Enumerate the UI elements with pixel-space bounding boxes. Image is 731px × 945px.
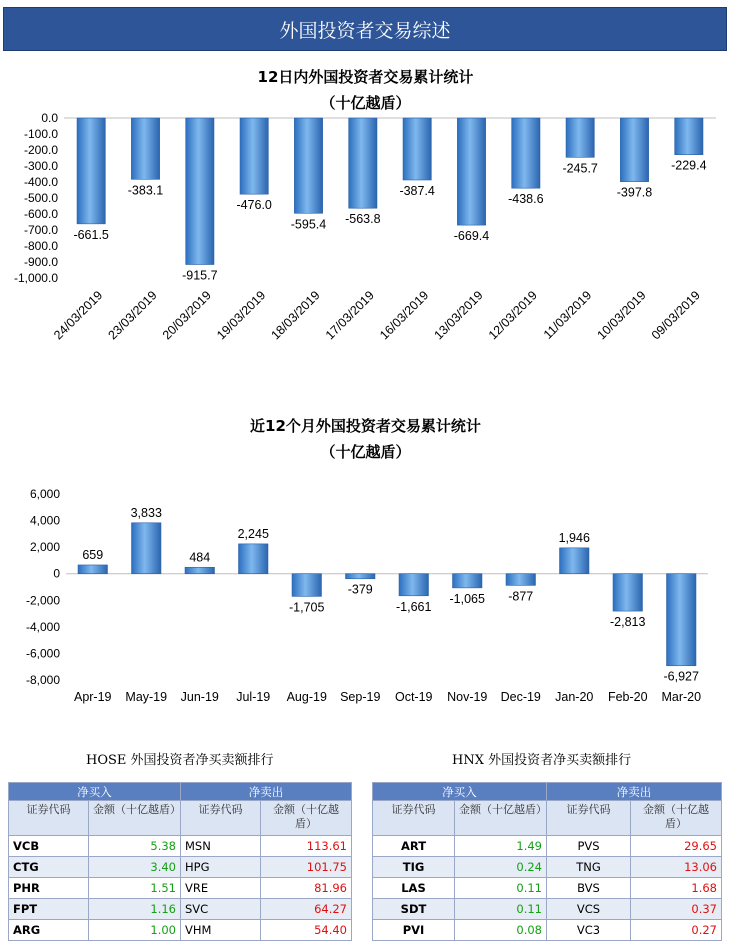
page-header [3,7,727,51]
buy-amount-cell: 1.49 [455,836,547,857]
bar [613,574,642,611]
chart2-subtitle: （十亿越盾） [320,443,411,461]
y-tick-label: -400.0 [23,175,58,189]
category-label: Jul-19 [236,690,271,704]
buy-amount-cell: 0.11 [455,899,547,920]
table-row [373,878,722,899]
sell-amount-cell: 29.65 [631,836,722,857]
hnx-buy-header: 净买入 [373,783,547,801]
chart2-title: 近12个月外国投资者交易累计统计 [250,417,481,435]
table-row [9,878,352,899]
buy-code-cell: CTG [9,857,89,878]
buy-code-cell: ARG [9,920,89,941]
bar [399,574,428,596]
sell-code-cell: HPG [181,857,261,878]
category-label: Jun-19 [180,690,219,704]
buy-code-cell: LAS [373,878,455,899]
buy-amount-cell: 1.00 [89,920,181,941]
category-label: 19/03/2019 [214,288,269,343]
data-label: -6,927 [663,669,699,684]
buy-code-cell: SDT [373,899,455,920]
data-label: -476.0 [236,198,272,213]
data-label: -245.7 [562,161,598,176]
sell-amount-cell: 0.37 [631,899,722,920]
table-row [9,836,352,857]
y-tick-label: -900.0 [23,255,58,269]
buy-code-cell: FPT [9,899,89,920]
category-label: May-19 [125,690,168,704]
category-label: 09/03/2019 [648,288,703,343]
bar [78,565,107,574]
table-row [373,899,722,920]
data-label: -387.4 [399,183,435,198]
buy-amount-cell: 3.40 [89,857,181,878]
monthly-bar-chart [0,480,731,710]
hose-col-code: 证券代码 [9,801,89,836]
y-tick-label: -6,000 [25,646,60,661]
category-label: 16/03/2019 [377,288,432,343]
category-label: Jan-20 [555,690,594,704]
category-label: 23/03/2019 [105,288,160,343]
sell-code-cell: MSN [181,836,261,857]
sell-amount-cell: 0.27 [631,920,722,941]
bar [403,118,431,180]
buy-code-cell: VCB [9,836,89,857]
bar [506,574,535,586]
category-label: 11/03/2019 [540,288,595,342]
category-label: 18/03/2019 [268,288,323,343]
bar [667,574,696,666]
hnx-col-amount: 金额（十亿越盾） [455,801,547,836]
y-tick-label: -4,000 [25,619,60,634]
buy-amount-cell: 1.16 [89,899,181,920]
bar [294,118,322,213]
table-row [373,836,722,857]
bar [131,118,159,179]
sell-amount-cell: 81.96 [261,878,352,899]
bar [566,118,594,157]
table-row [9,920,352,941]
table-row [9,899,352,920]
data-label: -877 [508,589,534,604]
table-row [373,920,722,941]
y-tick-label: -200.0 [23,143,58,157]
category-label: Mar-20 [661,690,702,704]
data-label: -1,661 [396,599,432,614]
category-label: 24/03/2019 [51,288,106,343]
sell-amount-cell: 101.75 [261,857,352,878]
category-label: Oct-19 [394,690,433,704]
data-label: -397.8 [616,185,653,200]
hnx-table-title: HNX 外国投资者净买卖额排行 [452,753,632,768]
bar [675,118,703,155]
data-label: -661.5 [73,227,109,242]
hnx-col-code: 证券代码 [373,801,455,836]
sell-code-cell: VCS [547,899,631,920]
buy-amount-cell: 1.51 [89,878,181,899]
y-tick-label: -500.0 [23,191,58,205]
buy-code-cell: PVI [373,920,455,941]
buy-code-cell: TIG [373,857,455,878]
data-label: -669.4 [453,229,490,244]
category-label: Sep-19 [340,690,381,704]
buy-amount-cell: 0.08 [455,920,547,941]
chart1-subtitle: （十亿越盾） [320,94,411,112]
buy-amount-cell: 5.38 [89,836,181,857]
bar [620,118,648,182]
y-tick-label: 0 [53,566,60,581]
bar [132,523,161,574]
sell-amount-cell: 1.68 [631,878,722,899]
sell-amount-cell: 64.27 [261,899,352,920]
data-label: -379 [347,582,373,597]
buy-code-cell: PHR [9,878,89,899]
bar [292,574,321,597]
y-tick-label: -100.0 [23,127,58,141]
data-label: -2,813 [610,615,646,630]
sell-code-cell: VRE [181,878,261,899]
y-tick-label: 4,000 [29,513,60,528]
bar [512,118,540,188]
y-tick-label: -1,000.0 [13,271,58,285]
category-label: 20/03/2019 [159,288,214,343]
data-label: -1,705 [289,600,325,615]
bar [240,118,268,194]
bar [346,574,375,579]
buy-amount-cell: 0.11 [455,878,547,899]
bar [457,118,485,225]
hnx-col-amount: 金额（十亿越盾） [631,801,722,836]
hose-ranking-table [8,782,352,941]
data-label: 2,245 [237,526,269,541]
page-title: 外国投资者交易综述 [279,19,451,42]
y-tick-label: -800.0 [23,239,58,253]
y-tick-label: 0.0 [41,111,58,125]
y-tick-label: -300.0 [23,159,58,173]
sell-code-cell: VHM [181,920,261,941]
category-label: 13/03/2019 [431,288,486,343]
category-label: Dec-19 [500,690,541,704]
hnx-col-code: 证券代码 [547,801,631,836]
category-label: 10/03/2019 [594,288,649,343]
data-label: -438.6 [508,192,544,207]
y-tick-label: 6,000 [29,487,60,501]
table-row [9,857,352,878]
bar [185,567,214,573]
sell-amount-cell: 13.06 [631,857,722,878]
data-label: 659 [82,547,104,562]
hose-col-amount: 金额（十亿越盾） [89,801,181,836]
buy-code-cell: ART [373,836,455,857]
sell-code-cell: SVC [181,899,261,920]
hnx-ranking-table [372,782,722,941]
category-label: 17/03/2019 [322,288,377,343]
category-label: Apr-19 [73,690,112,704]
category-label: Feb-20 [607,690,648,704]
hose-table-title: HOSE 外国投资者净买卖额排行 [86,753,274,768]
y-tick-label: -600.0 [23,207,58,221]
data-label: -383.1 [127,183,164,198]
chart1-title: 12日内外国投资者交易累计统计 [257,68,474,86]
data-label: -563.8 [345,212,381,227]
hose-buy-header: 净买入 [9,783,181,801]
sell-code-cell: PVS [547,836,631,857]
sell-amount-cell: 54.40 [261,920,352,941]
data-label: -1,065 [449,591,485,606]
bar [349,118,377,208]
sell-code-cell: VC3 [547,920,631,941]
y-tick-label: -700.0 [23,223,58,237]
bar [560,548,589,574]
table-row [373,857,722,878]
hose-col-code: 证券代码 [181,801,261,836]
buy-amount-cell: 0.24 [455,857,547,878]
sell-amount-cell: 113.61 [261,836,352,857]
y-tick-label: 2,000 [29,540,60,555]
category-label: Nov-19 [447,690,488,704]
data-label: 484 [189,550,211,565]
sell-code-cell: BVS [547,878,631,899]
category-label: 12/03/2019 [485,288,540,343]
hnx-sell-header: 净卖出 [547,783,722,801]
data-label: -595.4 [290,217,327,232]
hose-sell-header: 净卖出 [181,783,352,801]
data-label: 1,946 [558,530,590,545]
data-label: 3,833 [130,505,162,520]
bar [453,574,482,588]
bar [186,118,214,265]
category-label: Aug-19 [286,690,327,704]
sell-code-cell: TNG [547,857,631,878]
data-label: -229.4 [671,158,707,173]
data-label: -915.7 [182,268,218,283]
bar [239,544,268,574]
hose-col-amount: 金额（十亿越盾） [261,801,352,836]
y-tick-label: -8,000 [25,673,60,687]
daily-bar-chart [0,100,731,360]
y-tick-label: -2,000 [25,593,60,608]
bar [77,118,105,224]
